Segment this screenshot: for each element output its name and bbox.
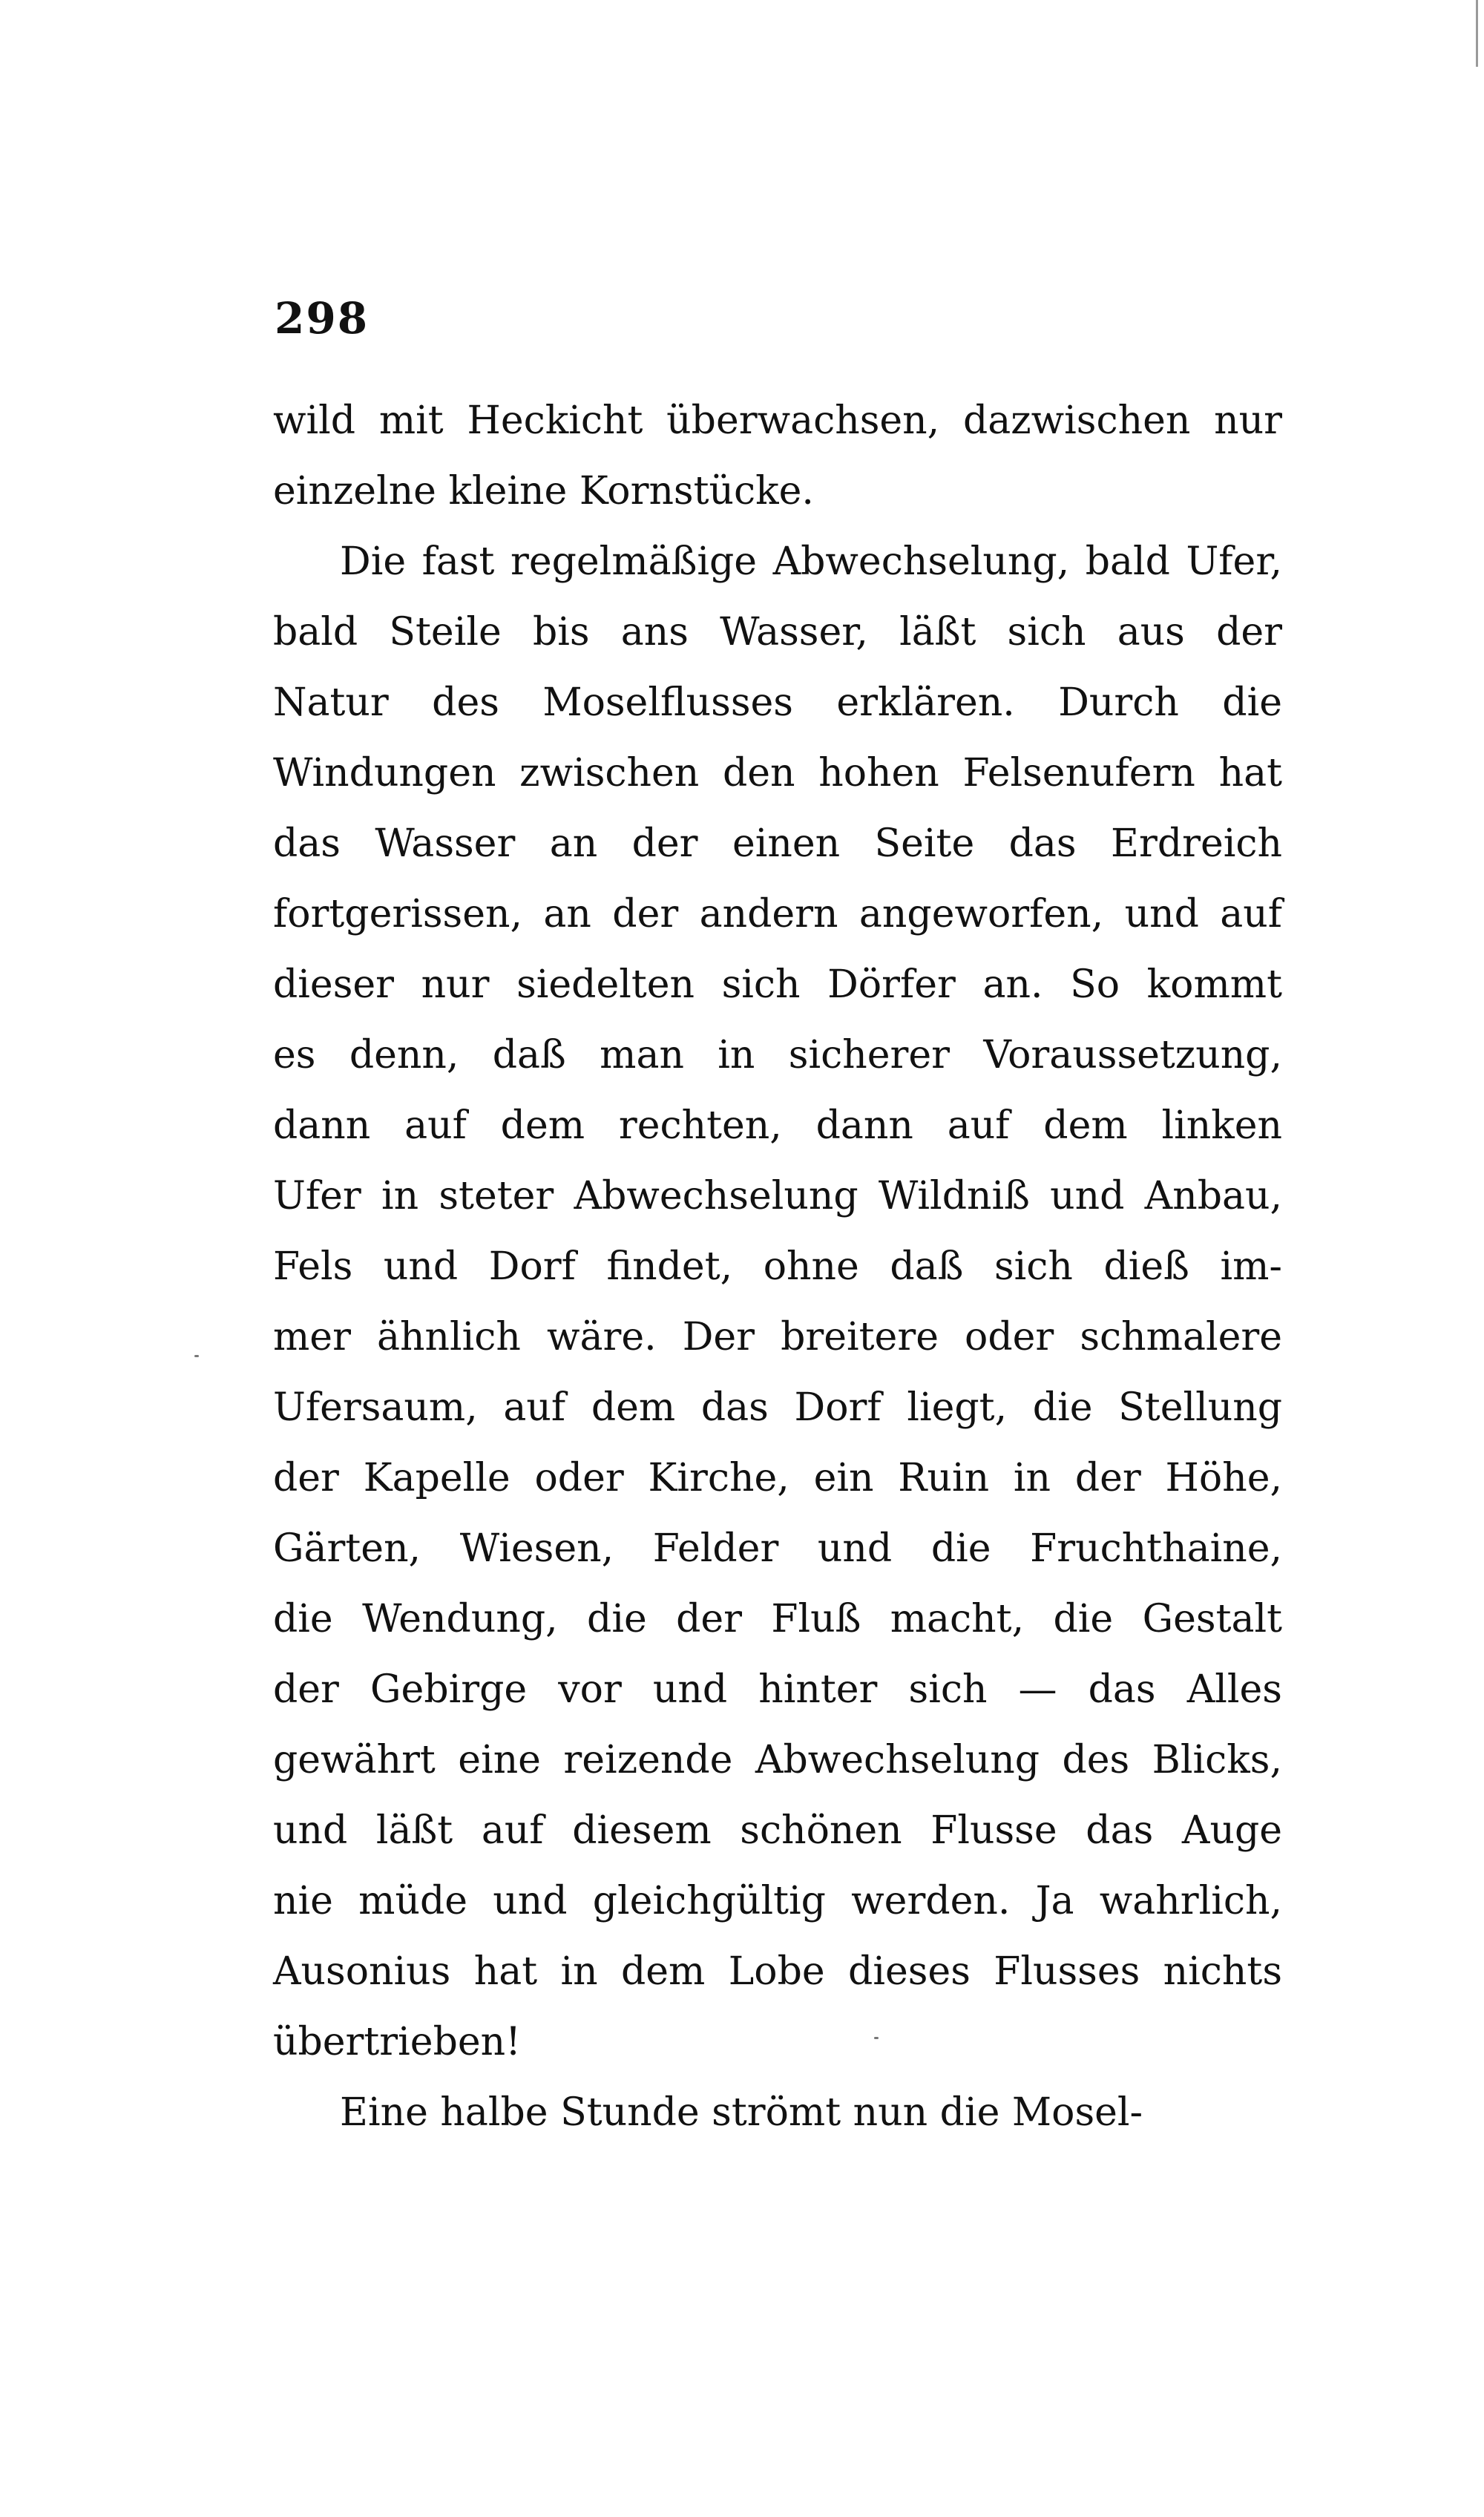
text-line: Ufersaum, auf dem das Dorf liegt, die Stellung — [273, 1385, 1282, 1430]
text-line: der Kapelle oder Kirche, ein Ruin in der Höhe, — [273, 1456, 1282, 1500]
ink-speck — [194, 1355, 199, 1357]
body-text — [273, 386, 1282, 2148]
text-line: einzelne kleine Kornstücke. — [273, 469, 814, 513]
text-line: Gärten, Wiesen, Felder und die Fruchthaine, — [273, 1526, 1282, 1571]
text-line: mer ähnlich wäre. Der breitere oder schmalere — [273, 1315, 1282, 1359]
page-edge-mark — [1476, 0, 1478, 67]
text-line: Natur des Moselflusses erklären. Durch die — [273, 680, 1282, 725]
text-line: gewährt eine reizende Abwechselung des Blicks, — [273, 1738, 1282, 1782]
text-line: Ufer in steter Abwechselung Wildniß und Anbau, — [273, 1174, 1282, 1218]
text-line: der Gebirge vor und hinter sich — das Alles — [273, 1667, 1282, 1712]
text-line: fortgerissen, an der andern angeworfen, und auf — [273, 892, 1282, 936]
text-line: dieser nur siedelten sich Dörfer an. So kommt — [273, 962, 1282, 1007]
text-line: und läßt auf diesem schönen Flusse das Auge — [273, 1808, 1282, 1853]
text-line: wild mit Heckicht überwachsen, dazwischen nur — [273, 398, 1282, 443]
text-line: dann auf dem rechten, dann auf dem linken — [273, 1103, 1282, 1148]
text-line: es denn, daß man in sicherer Voraussetzung, — [273, 1033, 1282, 1077]
text-line: Eine halbe Stunde strömt nun die Mosel- — [340, 2090, 1143, 2135]
text-line: die Wendung, die der Fluß macht, die Gestalt — [273, 1597, 1282, 1641]
text-line: Ausonius hat in dem Lobe dieses Flusses nichts — [273, 1949, 1282, 1994]
text-line: Die fast regelmäßige Abwechselung, bald Ufer, — [340, 539, 1282, 584]
page-number: 298 — [275, 293, 370, 344]
text-line: bald Steile bis ans Wasser, läßt sich aus der — [273, 610, 1282, 654]
text-line: Fels und Dorf findet, ohne daß sich dieß im- — [273, 1244, 1282, 1289]
text-line: das Wasser an der einen Seite das Erdreich — [273, 821, 1282, 866]
text-line: übertrieben! — [273, 2020, 522, 2064]
text-line: nie müde und gleichgültig werden. Ja wahrlich, — [273, 1879, 1282, 1923]
text-line: Windungen zwischen den hohen Felsenufern hat — [273, 751, 1282, 795]
